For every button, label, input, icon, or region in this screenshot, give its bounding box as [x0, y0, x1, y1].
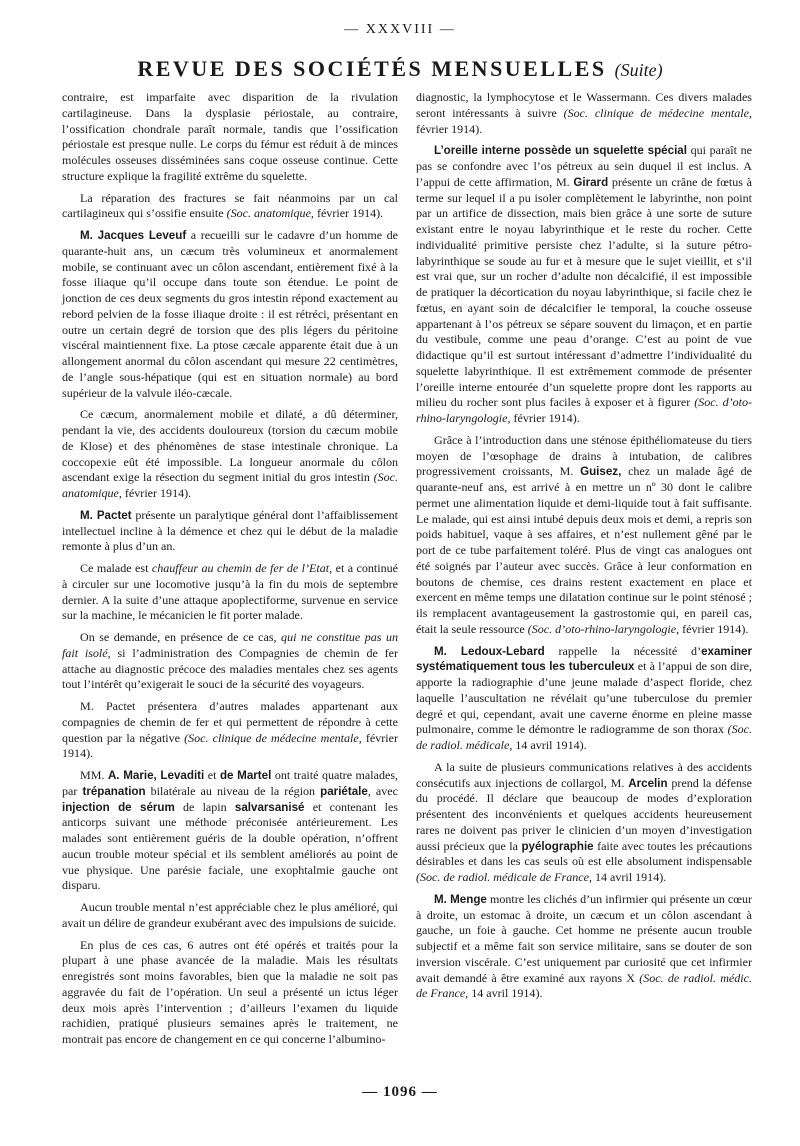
- keyword: trépanation: [82, 784, 146, 798]
- paragraph: Ce cæcum, anormalement mobile et dilaté, a dû déterminer, pendant la vie, des accidents douloureux (torsion du cæcum mobile de Klose) et des phénomènes de stase intestinale chronique. La coccopexie eût été impossible. La longueur anormale du côlon ascendant exige la résection du segment initial du gros intestin (Soc. anatomique, février 1914).: [62, 407, 398, 500]
- paragraph: M. Ledoux-Lebard rappelle la nécessité d’examiner systématiquement tous les tuberculeux et à l’appui de son dire, apporte la radiographie d’une jeune malade d’aspect floride, chez laquelle l’auscultation ne révélait qu’une tuberculose du premier degré et qui, cependant, avait une caverne énorme en pleine masse pulmonaire, comme le démontre le radiogramme de son thorax (Soc. de radiol. médicale, 14 avril 1914).: [416, 643, 753, 752]
- paragraph: M. Pactet présente un paralytique général dont l’affaiblissement intellectuel incline à la démence et chez qui le début de la maladie remonte à plus d’un an.: [62, 507, 398, 554]
- page-number: — 1096 —: [362, 1084, 438, 1100]
- paragraph: L’oreille interne possède un squelette spécial qui paraît ne pas se confondre avec l’os pétreux au sein duquel il est inclus. A l’appui de cette affirmation, M. Girard présente un crâne de fœtus à terme sur lequel il a pu isoler complètement le labyrinthe, non point par un artifice de dissection, mais bien grâce à une sorte de suture existant entre le noyau labyrinthique et le reste du rocher. Cette individualité primitive persiste chez l’adulte, si la suture pétro-labyrinthique se soude au fur et à mesure que le sujet vieillit, et s’il est vrai que, sur un rocher d’adulte non décalcifié, il est impossible de pratiquer la décortication du noyau labyrinthique, si facile chez le fœtus, en ayant soin de décalcifier le temporal, la couche osseuse appartenant à l’os pétreux se sépare souvent du limaçon, et en partie du vestibule, comme une peau d’orange. C’est au point de vue didactique qu’il est surtout intéressant d’admettre l’individualité du squelette labyrinthique. Il est extrêmement commode de présenter l’oreille interne entourée d’un squelette propre dont les rapports au milieu du rocher sont plus faciles à exposer et à figurer (Soc. d’oto-rhino-laryngologie, février 1914).: [416, 143, 753, 425]
- author-name: M. Jacques Leveuf: [80, 229, 187, 242]
- page-header-roman-numeral: — XXXVIII —: [344, 22, 456, 37]
- paragraph: M. Menge montre les clichés d’un infirmier qui présente un cœur à droite, un estomac à droite, un cæcum et un côlon ascendant à gauche, un foie à gauche. Cet homme ne présente aucun trouble subjectif et a même fait son service militaire, sans se douter de son inversion viscérale. C’est uniquement par curiosité que cet infirmier avait demandé à être examiné aux rayons X (Soc. de radiol. médic. de France, 14 avril 1914).: [416, 891, 752, 1001]
- paragraph: Ce malade est chauffeur au chemin de fer de l’Etat, et a continué à circuler sur une locomotive jusqu’à la fin du mois de septembre dernier. A la suite d’une attaque apoplectiforme, survenue en service sur la machine, le mécanicien le fit porter malade.: [62, 561, 399, 623]
- author-name: Guisez,: [580, 465, 622, 479]
- keyword: examiner systématiquement tous les tuberculeux: [416, 644, 753, 674]
- paragraph: MM. A. Marie, Levaditi et de Martel ont traité quatre malades, par trépanation bilatérale au niveau de la région pariétale, avec injection de sérum de lapin salvarsanisé et contenant les anticorps suivant une méthode préconisée antérieurement. Les malades sont entièrement guéris de la double opération, n’offrent aucun trouble moteur spécial et ils semblent améliorés au point de vue physique. Une parésie faciale, une exophtalmie gauche ont disparu.: [62, 768, 399, 893]
- author-name: de Martel: [219, 769, 272, 782]
- keyword: L’oreille interne possède un squelette spécial: [434, 144, 687, 158]
- title-suite: (Suite): [614, 60, 663, 80]
- author-name: Girard: [573, 175, 609, 189]
- keyword: pyélographie: [521, 839, 594, 853]
- paragraph: M. Pactet présentera d’autres malades appartenant aux compagnies de chemin de fer et qui permettent de répondre à cette question par la négative (Soc. clinique de médecine mentale, février 1914).: [62, 699, 398, 761]
- paragraph: A la suite de plusieurs communications relatives à des accidents consécutifs aux injections de collargol, M. Arcelin prend la défense du procédé. Il déclare que beaucoup de modes d’exploration présentent des inconvénients et quelques accidents heureusement rares ne doivent pas priver le clinicien d’un moyen d’investigation aussi précieux que la pyélographie faite avec toutes les précautions désirables et dans les cas seuls où est elle absolument indispensable (Soc. de radiol. médicale de France, 14 avril 1914).: [416, 759, 753, 884]
- title-main: REVUE DES SOCIÉTÉS MENSUELLES: [137, 56, 607, 81]
- page-title: [0, 56, 800, 82]
- keyword: injection de sérum: [62, 800, 175, 814]
- paragraph: Grâce à l’introduction dans une sténose épithéliomateuse du tiers moyen de l’œsophage de drains à intubation, de calibres progressivement croissants, M. Guisez, chez un malade âgé de quarante-neuf ans, est arrivé à en mettre un nº 30 dont le calibre permet une alimentation liquide et demi-liquide tout à fait suffisante. Le malade, qui est ainsi intubé depuis deux mois et demi, a repris son poids habituel, vaque à ses affaires, et n’est nullement gêné par le port de ce tube parfaitement toléré. Plus de vingt cas analogues ont été soignés par l’auteur avec succès. Grâce à leur conformation en boutons de chemise, ces drains restent exactement en place et exercent en même temps une dilatation continue sur le point sténosé ; ils remplacent avantageusement la gastrostomie qui, en pareil cas, était la seule ressource (Soc. d’oto-rhino-laryngologie, février 1914).: [416, 432, 752, 636]
- keyword: salvarsanisé: [234, 800, 305, 814]
- paragraph: M. Jacques Leveuf a recueilli sur le cadavre d’un homme de quarante-huit ans, un cæcum très volumineux et anormalement mobile, se continuant avec un côlon ascendant, entièrement fixé à la fosse iliaque qu’il occupe dans toute son étendue. Le point de jonction de ces deux segments du gros intestin répond exactement au rebord pelvien de la fosse iliaque droite : il est rétréci, présentant en outre un certain degré de torsion que des plis légers du péritoine viscéral maintiennent fixe. La ptose cæcale apparente était due à un allongement anormal du côlon ascendant qui mesure 22 centimètres, de l’angle sous-hépatique (qui est en situation normale) au bord supérieur de la valvule iléo-cæcale.: [62, 228, 398, 400]
- author-name: Arcelin: [628, 776, 668, 790]
- paragraph: Aucun trouble mental n’est appréciable chez le plus amélioré, qui avait un délire de grandeur exubérant avec des impulsions de suicide.: [62, 900, 398, 930]
- author-name: M. Ledoux-Lebard: [434, 644, 545, 658]
- paragraph: contraire, est imparfaite avec disparition de la rivulation cartilagineuse. Dans la dysplasie périostale, au contraire, l’ossification chondrale paraît normale, tandis que l’ossification périostale est presque nulle. Le corps du fémur est réduit à de minces molécules osseuses disséminées sans coque osseuse continue. Cette structure explique la fragilité extrême du squelette.: [62, 90, 398, 183]
- paragraph: diagnostic, la lymphocytose et le Wassermann. Ces divers malades seront intéressants à suivre (Soc. clinique de médecine mentale, février 1914).: [416, 90, 752, 136]
- paragraph: En plus de ces cas, 6 autres ont été opérés et traités pour la plupart à une phase avancée de la maladie. Mais les résultats enregistrés sont moins favorables, bien que la maladie ne soit pas aggravée du fait de l’opération. Un seul a présenté un ictus léger deux mois après l’intervention ; d’ailleurs l’examen du liquide rachidien, pratiqué plusieurs semaines après le traitement, ne montrait pas encore de changement en ce qui concerne l’albumino-: [62, 937, 398, 1046]
- left-column: [62, 90, 398, 1054]
- right-column: [416, 90, 752, 1008]
- author-name: M. Pactet: [80, 508, 132, 522]
- paragraph: La réparation des fractures se fait néanmoins par un cal cartilagineux qui s’ossifie ensuite (Soc. anatomique, février 1914).: [62, 190, 398, 221]
- keyword: pariétale: [320, 784, 368, 798]
- author-name: M. Menge: [434, 892, 487, 906]
- paragraph: On se demande, en présence de ce cas, qui ne constitue pas un fait isolé, si l’administration des Compagnies de chemin de fer attache au diagnostic précoce des maladies mentales chez ses agents tout l’intérêt qu’exigerait le souci de la sécurité des voyageurs.: [62, 630, 398, 692]
- author-name: A. Marie, Levaditi: [107, 769, 205, 782]
